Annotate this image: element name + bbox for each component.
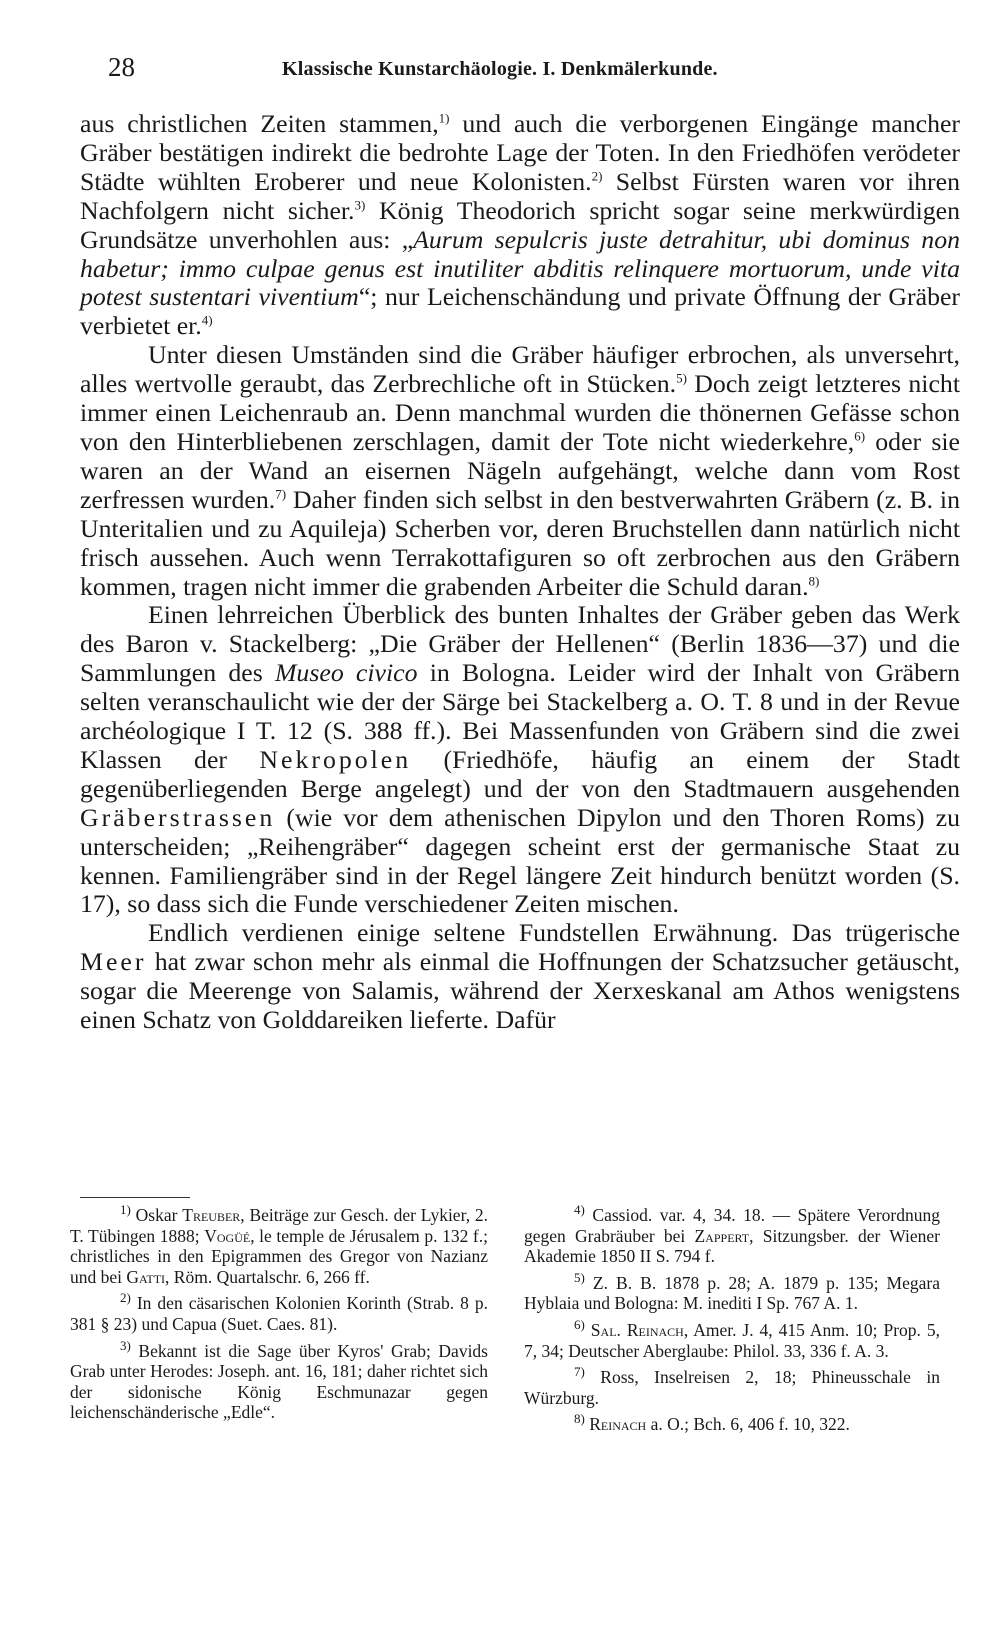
page-number: 28: [108, 52, 135, 82]
footnote: $^{6)}$ Sal. Reinach, Amer. J. 4, 415 Anm. 10; Prop. 5, 7, 34; Deutscher Aberglaube: Philol. 33, 336 f. A. 3.: [524, 1317, 941, 1361]
page-header: [108, 52, 968, 92]
footnote-ref: 3): [354, 197, 366, 213]
footnote-rule: [80, 1197, 190, 1198]
footnote-ref: 6): [854, 428, 866, 444]
footnote-ref: 8): [808, 572, 820, 588]
footnote: $^{2)}$ In den cäsarischen Kolonien Korinth (Strab. 8 p. 381 § 23) und Capua (Suet. Caes. 81).: [70, 1290, 488, 1334]
italic-term: Museo civico: [274, 658, 418, 688]
main-text: [80, 110, 960, 1035]
footnote-ref: 1): [438, 110, 450, 126]
footnotes-left: [70, 1202, 489, 1423]
spaced-term: Gräberstrassen: [80, 802, 276, 832]
footnote: $^{4)}$ Cassiod. var. 4, 34. 18. — Spätere Verordnung gegen Grabräuber bei Zappert, Sitzungsber. der Wiener Akademie 1850 II S. 794 f.: [524, 1202, 941, 1267]
latin-quotation: Aurum sepulcris juste detrahitur, ubi dominus non habetur; immo culpae genus est inutiliter abditis relinquere mortuorum, unde vita potest sustentari viventium: [80, 224, 960, 312]
footnote: $^{3)}$ Bekannt ist die Sage über Kyros' Grab; Davids Grab unter Herodes: Joseph. ant. 16, 181; daher richtet sich der sidonische König Eschmunazar gegen leichenschänderische „Edle“.: [70, 1337, 488, 1423]
footnote-ref: 7): [275, 486, 287, 502]
paragraph: aus christlichen Zeiten stammen,$^{1)}$ und auch die verborgenen Eingänge mancher Gräber bestätigen indirekt die bedrohte Lage der Toten. In den Friedhöfen verödeter Städte wühlten Eroberer und neue Kolonisten.$^{2)}$ Selbst Fürsten waren vor ihren Nachfolgern nicht sicher.$^{3)}$ König Theodorich spricht sogar seine merkwürdigen Grundsätze unverhohlen aus: „Aurum sepulcris juste detrahitur, ubi dominus non habetur; immo culpae genus est inutiliter abditis relinquere mortuorum, unde vita potest sustentari viventium“; nur Leichenschändung und private Öffnung der Gräber verbietet er.$^{4)}$: [80, 109, 961, 341]
paragraph: Einen lehrreichen Überblick des bunten Inhaltes der Gräber geben das Werk des Baron v. Stackelberg: „Die Gräber der Hellenen“ (Berlin 1836—37) und die Sammlungen des Museo civico in Bologna. Leider wird der Inhalt von Gräbern selten veranschaulicht wie der der Särge bei Stackelberg a. O. T. 8 und in der Revue archéologique I T. 12 (S. 388 ff.). Bei Massenfunden von Gräbern sind die zwei Klassen der Nekropolen (Friedhöfe, häufig an einem der Stadt gegenüberliegenden Berge angelegt) und der von den Stadtmauern ausgehenden Gräberstrassen (wie vor dem athenischen Dipylon und den Thoren Roms) zu unterscheiden; „Reihengräber“ dagegen scheint erst der germanische Staat zu kennen. Familiengräber sind in der Regel längere Zeit hindurch benützt worden (S. 17), so dass sich die Funde verschiedener Zeiten mischen.: [80, 600, 960, 919]
paragraph: Unter diesen Umständen sind die Gräber häufiger erbrochen, als unversehrt, alles wertvolle geraubt, das Zerbrechliche oft in Stücken.$^{5)}$ Doch zeigt letzteres nicht immer einen Leichenraub an. Denn manchmal wurden die thönernen Gefässe schon von den Hinterbliebenen zerschlagen, damit der Tote nicht wiederkehre,$^{6)}$ oder sie waren an der Wand an eisernen Nägeln aufgehängt, welche dann vom Rost zerfressen wurden.$^{7)}$ Daher finden sich selbst in den bestverwahrten Gräbern (z. B. in Unteritalien und zu Aquileja) Scherben vor, deren Bruchstellen dann natürlich nicht frisch aussehen. Auch wenn Terrakottafiguren so oft zerbrochen aus den Gräbern kommen, tragen nicht immer die grabenden Arbeiter die Schuld daran.$^{8)}$: [80, 340, 961, 601]
footnote-ref: 4): [201, 312, 213, 328]
footnote: $^{5)}$ Z. B. B. 1878 p. 28; A. 1879 p. 135; Megara Hyblaia und Bologna: M. inediti I Sp. 767 A. 1.: [524, 1269, 940, 1314]
spaced-term: Nekropolen: [259, 744, 412, 774]
paragraph: Endlich verdienen einige seltene Fundstellen Erwähnung. Das trügerische Meer hat zwar schon mehr als einmal die Hoffnungen der Schatzsucher getäuscht, sogar die Meerenge von Salamis, während der Xerxeskanal am Athos wenigstens einen Schatz von Golddareiken lieferte. Dafür: [80, 918, 960, 1035]
footnote: $^{8)}$ Reinach a. O.; Bch. 6, 406 f. 10, 322.: [574, 1411, 850, 1435]
footnote: $^{7)}$ Ross, Inselreisen 2, 18; Phineusschale in Würzburg.: [524, 1364, 940, 1408]
running-head: Klassische Kunstarchäologie. I. Denkmälerkunde.: [282, 58, 718, 80]
footnote-ref: 5): [676, 370, 687, 386]
footnote-ref: 2): [591, 168, 603, 184]
spaced-term: Meer: [80, 947, 147, 977]
footnote: $^{1)}$ Oskar Treuber, Beiträge zur Gesch. der Lykier, 2. T. Tübingen 1888; Vogüé, le temple de Jérusalem p. 132 f.; christliches in den Epigrammen des Gregor von Nazianz und bei Gatti, Röm. Quartalschr. 6, 266 ff.: [70, 1202, 489, 1287]
footnotes-right: [524, 1202, 941, 1435]
